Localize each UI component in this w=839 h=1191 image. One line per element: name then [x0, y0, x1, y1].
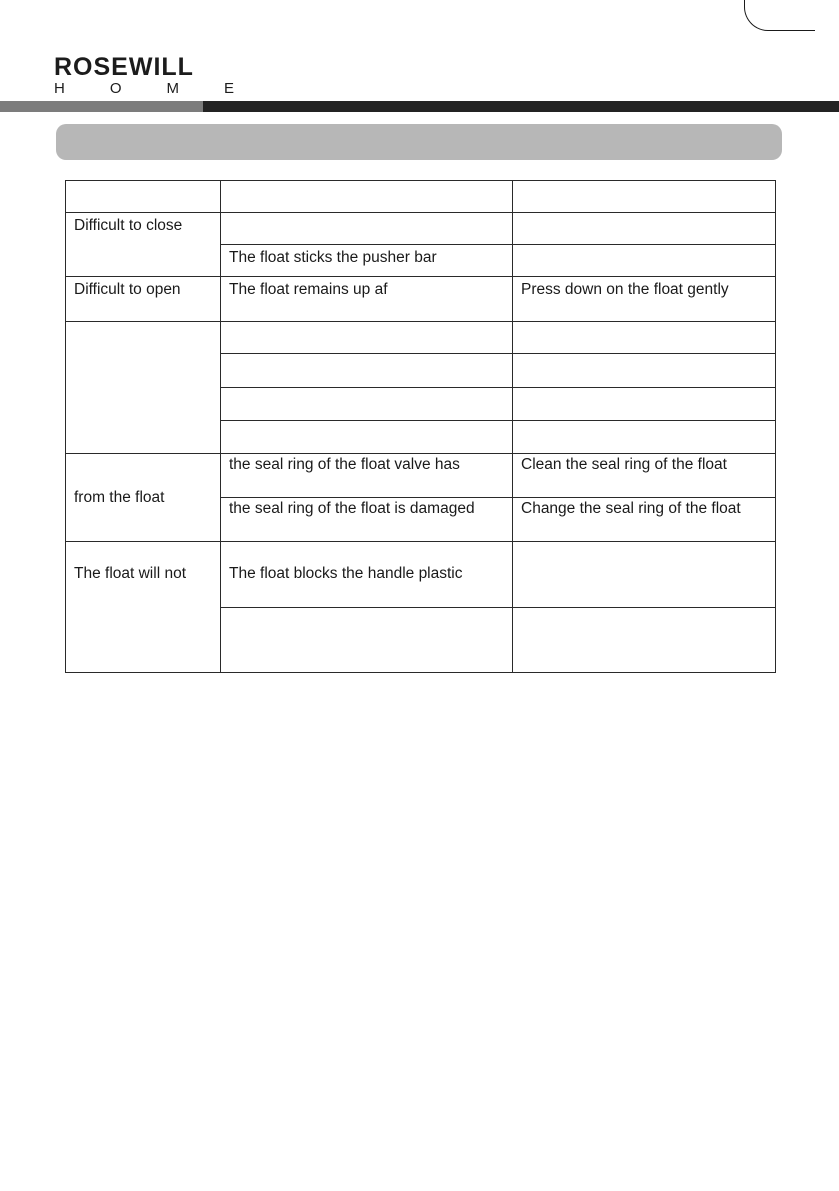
table-cell-solution: Clean the seal ring of the float — [512, 453, 776, 498]
table-cell-cause — [220, 353, 513, 388]
logo-sub-letter: O — [109, 80, 122, 97]
table-cell-problem — [65, 321, 221, 454]
section-title-bar — [56, 124, 782, 160]
table-cell-problem: Difficult to close — [65, 212, 221, 277]
table-cell-solution: Change the seal ring of the float — [512, 497, 776, 542]
table-cell-problem: from the float — [65, 453, 221, 542]
logo-sub-letter: H — [54, 80, 65, 97]
troubleshooting-table — [65, 180, 776, 673]
logo-sub-letter: E — [223, 80, 234, 97]
table-cell-solution — [512, 244, 776, 277]
rosewill-home-logo — [54, 55, 238, 96]
header-rule-right — [203, 101, 839, 112]
table-header-problem — [65, 180, 221, 213]
header-rule-left — [0, 101, 203, 112]
table-cell-cause — [220, 321, 513, 354]
table-cell-solution — [512, 541, 776, 608]
table-cell-cause: the seal ring of the float is damaged — [220, 497, 513, 542]
table-cell-solution — [512, 387, 776, 421]
table-cell-cause — [220, 212, 513, 245]
table-cell-solution — [512, 607, 776, 673]
table-cell-cause — [220, 387, 513, 421]
logo-wordmark: ROSEWILL — [54, 53, 194, 81]
table-cell-solution — [512, 353, 776, 388]
table-cell-solution — [512, 420, 776, 454]
page-curl-decoration — [744, 0, 815, 31]
table-cell-cause — [220, 607, 513, 673]
table-cell-solution — [512, 212, 776, 245]
table-cell-cause: The float sticks the pusher bar — [220, 244, 513, 277]
table-cell-cause: The float remains up af — [220, 276, 513, 322]
table-cell-solution — [512, 321, 776, 354]
table-header-solution — [512, 180, 776, 213]
table-cell-problem: Difficult to open — [65, 276, 221, 322]
logo-subtitle — [54, 81, 234, 96]
table-cell-problem: The float will not — [65, 541, 221, 673]
table-cell-cause: the seal ring of the float valve has — [220, 453, 513, 498]
table-cell-cause — [220, 420, 513, 454]
table-header-cause — [220, 180, 513, 213]
logo-sub-letter: M — [166, 80, 179, 97]
table-cell-solution: Press down on the float gently — [512, 276, 776, 322]
table-cell-cause: The float blocks the handle plastic — [220, 541, 513, 608]
